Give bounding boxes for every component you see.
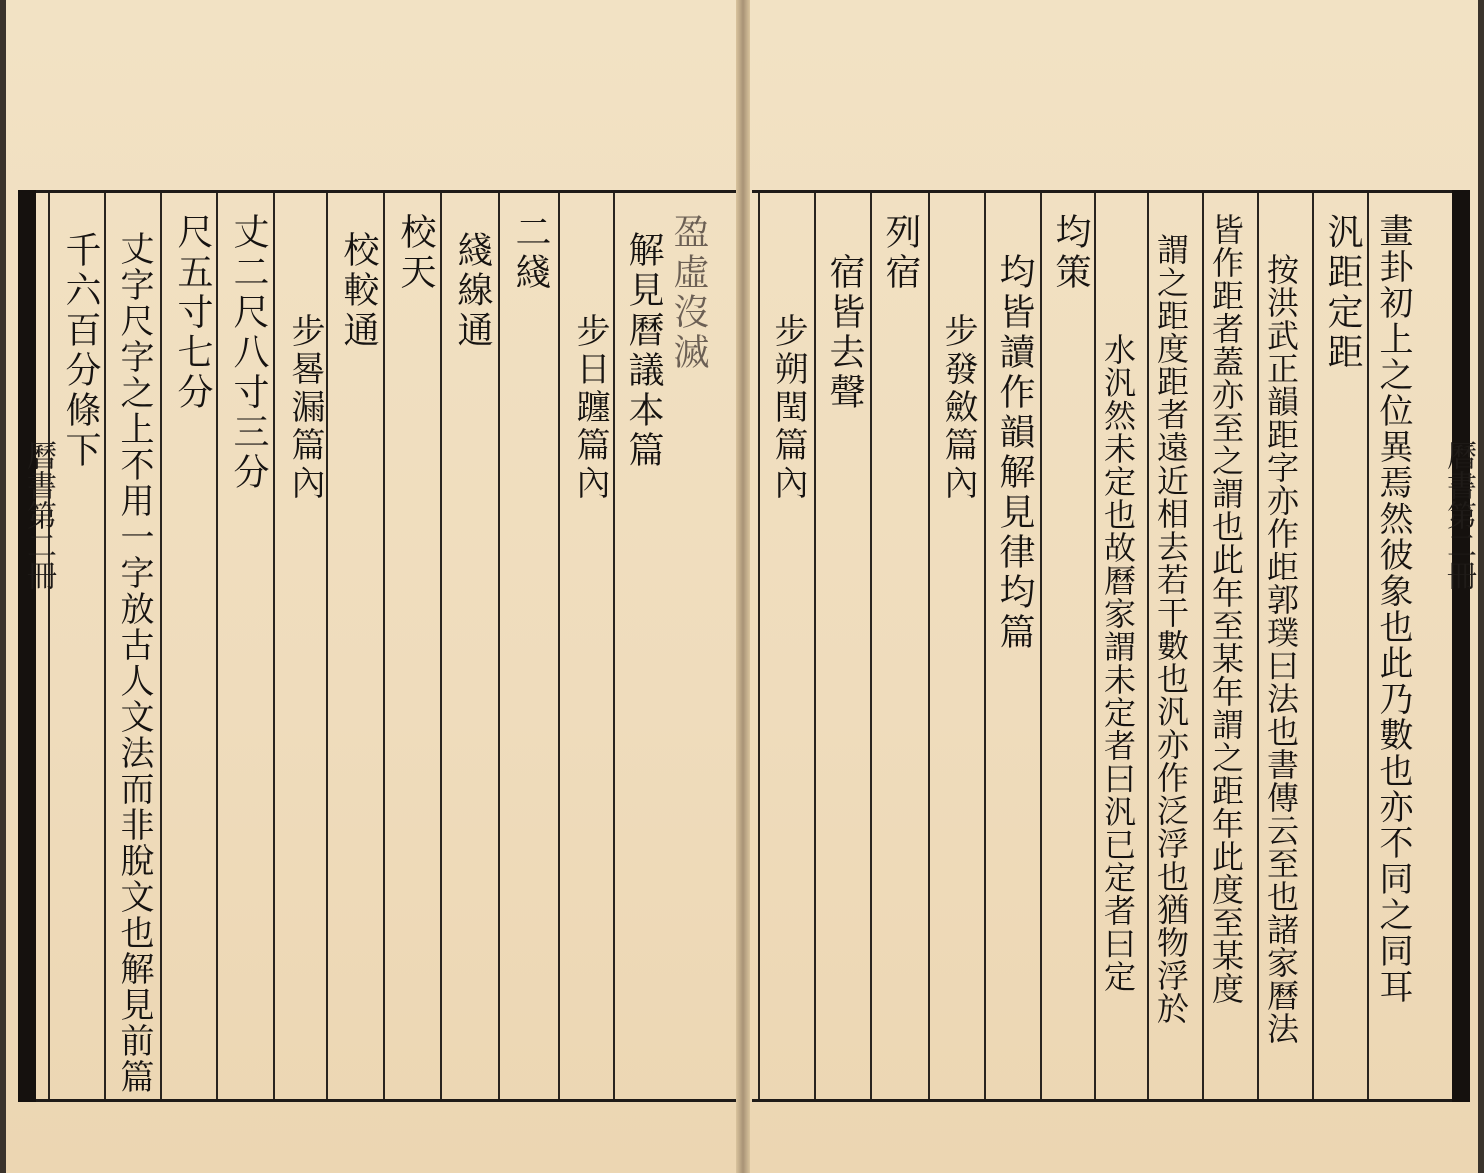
right-col-5 [1147,193,1205,1099]
left-col-5 [440,193,498,1099]
right-col-2-text: 汎距定距 [1322,213,1363,373]
left-col-2-text: 解見曆議本篇 [623,231,664,471]
left-col-12 [48,193,106,1099]
right-page-edge [1452,190,1470,1102]
left-col-4 [498,193,556,1099]
right-page-frame [752,190,1464,1102]
right-col-4 [1202,193,1260,1099]
right-col-11-text: 宿皆去聲 [824,253,865,413]
right-col-7 [1040,193,1098,1099]
right-col-11 [814,193,872,1099]
right-col-7-text: 均策 [1050,213,1091,293]
left-col-6-text: 校天 [395,213,436,293]
right-col-9 [928,193,986,1099]
left-col-3-text: 步日躔篇內 [570,313,610,503]
right-col-8-text: 均皆讀作韻解見律均篇 [994,253,1035,653]
left-page-frame [18,190,736,1102]
book-gutter [736,0,750,1173]
left-col-9 [216,193,274,1099]
left-col-10 [160,193,218,1099]
left-col-11 [104,193,162,1099]
right-col-6-text: 水汎然未定也故曆家謂未定者曰汎已定者曰定 [1099,333,1137,993]
right-col-6 [1094,193,1152,1099]
right-col-9-text: 步發斂篇內 [938,313,978,503]
right-col-12 [758,193,816,1099]
left-col-5-text: 綫線通 [452,231,493,351]
left-col-10-text: 尺五寸七分 [172,213,213,413]
right-col-3-text: 按洪武正韻距字亦作歫郭璞曰法也書傳云至也諸家曆法 [1262,253,1300,1045]
right-col-10 [870,193,928,1099]
right-col-1-text: 畫卦初上之位異焉然彼象也此乃數也亦不同之同耳 [1373,213,1413,1005]
right-col-3 [1257,193,1315,1099]
left-page-edge [18,190,36,1102]
left-fold-label: 曆書第二冊 [21,440,56,590]
left-col-8 [273,193,331,1099]
left-col-2 [613,193,671,1099]
right-col-10-text: 列宿 [880,213,921,293]
right-fold-label: 曆書第二冊 [1441,440,1476,590]
left-col-3 [558,193,616,1099]
left-col-12-text: 千六百分條下 [60,231,101,471]
right-col-5-text: 謂之距度距者遠近相去若干數也汎亦作泛浮也猶物浮於 [1152,233,1190,1025]
left-col-9-text: 丈二尺八寸三分 [228,213,269,493]
right-col-12-text: 步朔閏篇內 [768,313,808,503]
left-col-4-text: 二綫 [510,213,551,293]
right-col-8 [984,193,1042,1099]
right-col-1 [1367,193,1425,1099]
right-col-4-text: 皆作距者蓋亦至之謂也此年至某年謂之距年此度至某度 [1207,213,1245,1005]
left-col-11-text: 丈字尺字之上不用一字放古人文法而非脫文也解見前篇 [114,231,154,1095]
left-col-7 [326,193,384,1099]
left-col-1-text: 盈虛沒滅 [668,213,709,373]
left-col-7-text: 校較通 [338,231,379,351]
left-col-8-text: 步晷漏篇內 [285,313,325,503]
left-col-6 [383,193,441,1099]
right-col-2 [1312,193,1370,1099]
